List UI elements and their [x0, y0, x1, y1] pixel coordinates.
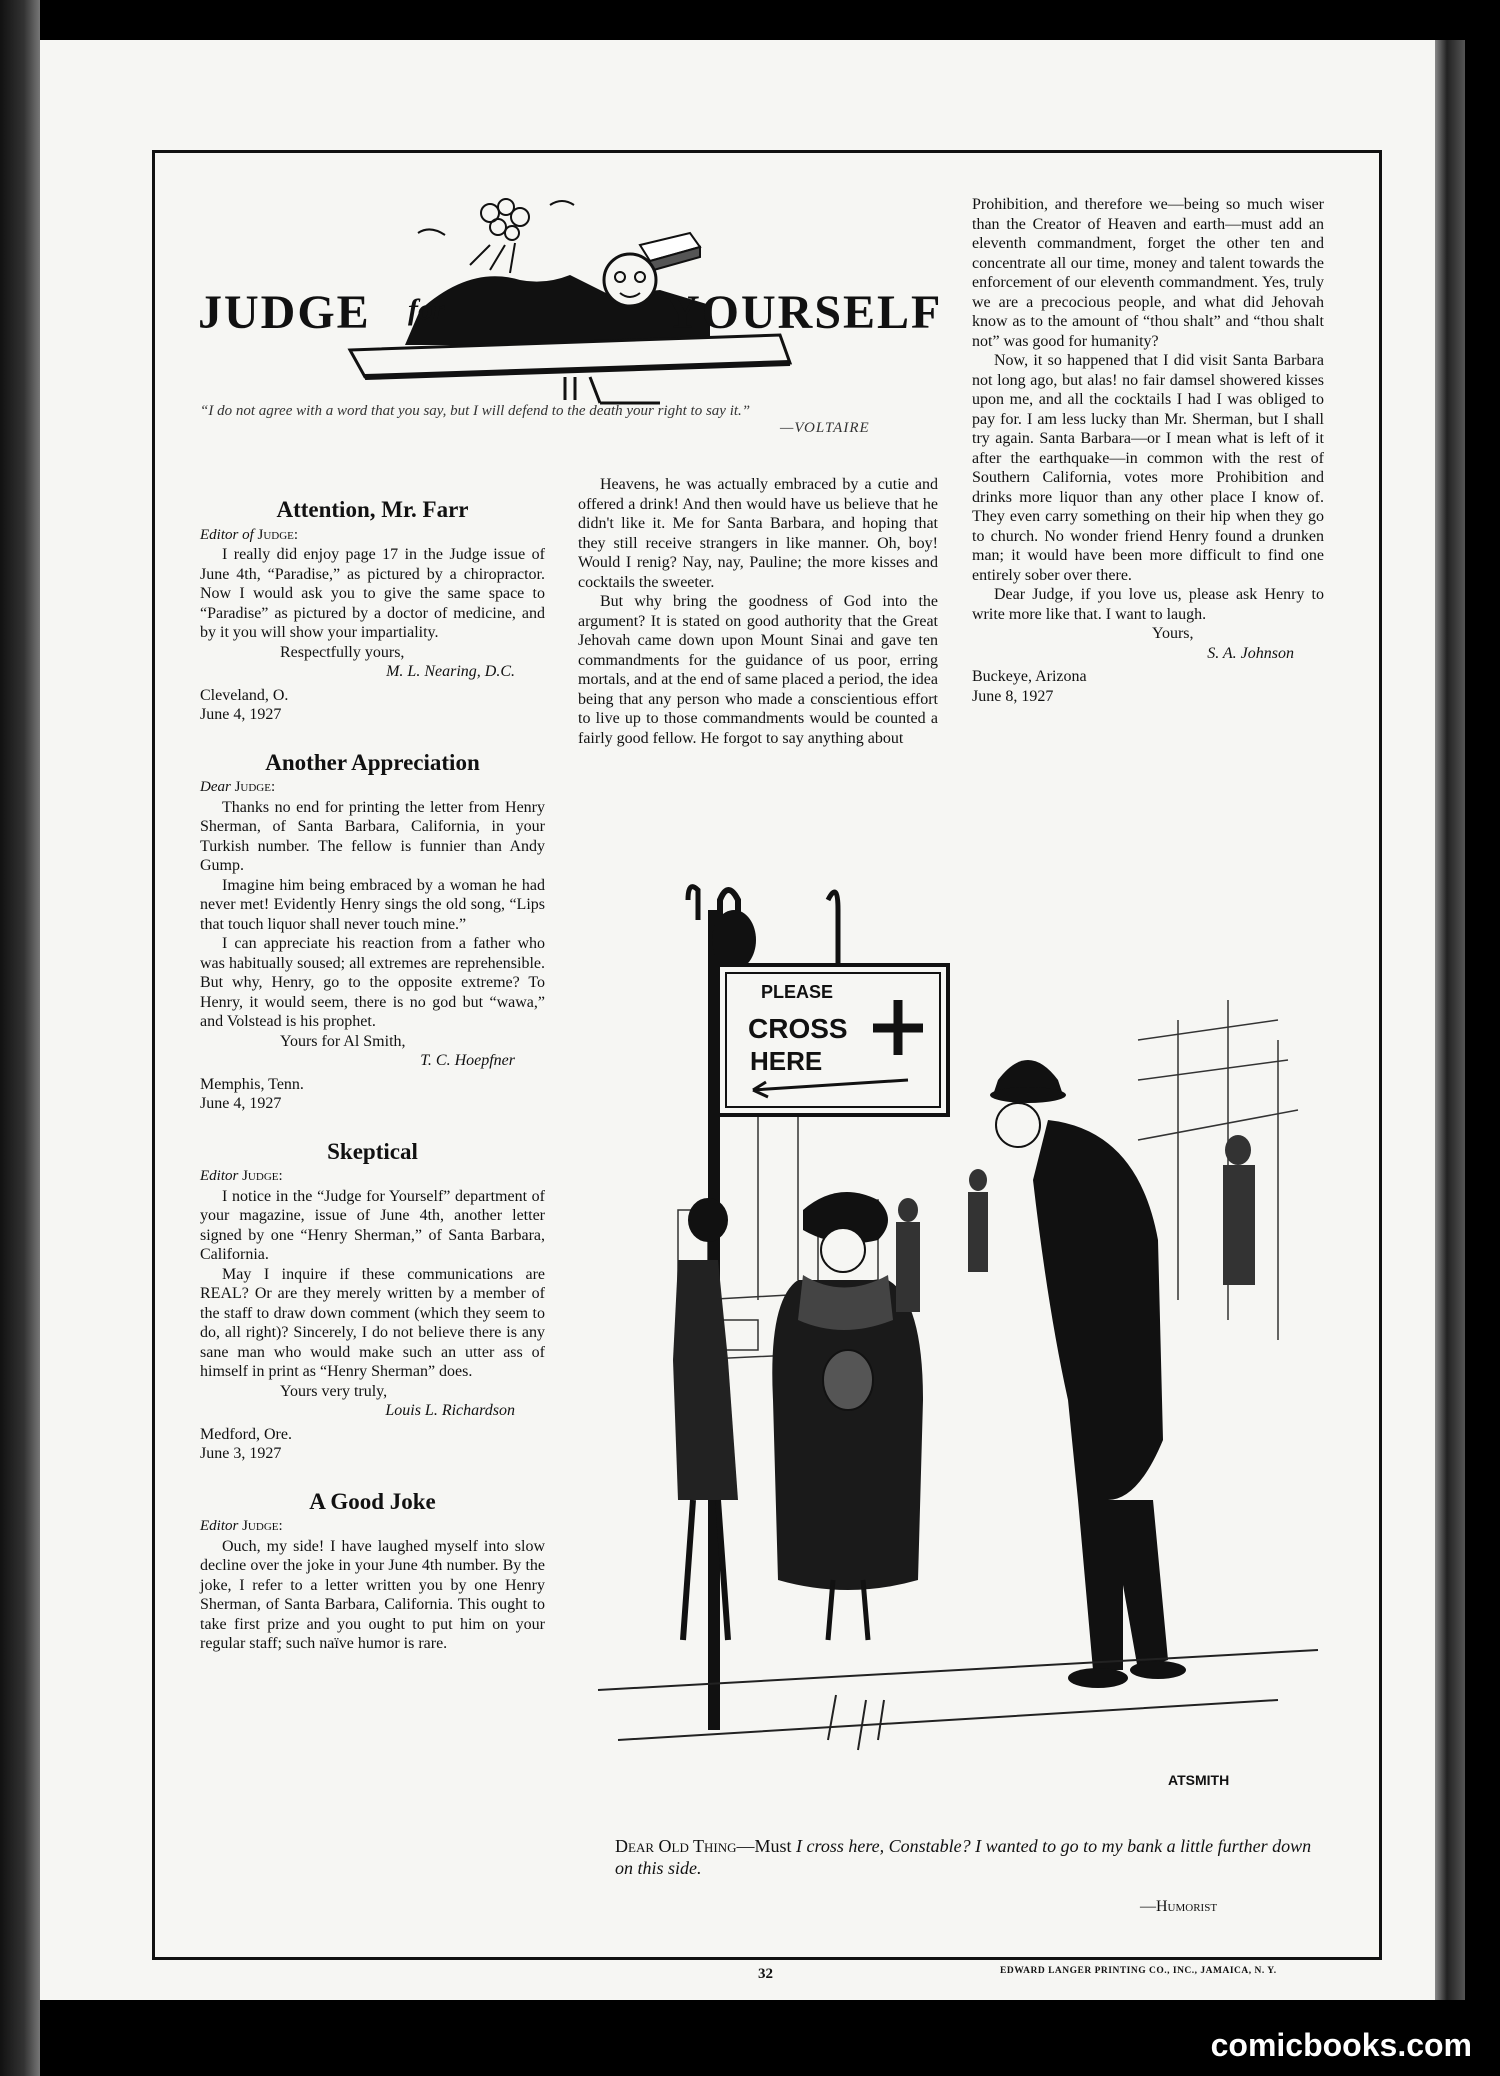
letter-farr	[200, 497, 545, 725]
letter-closing: Yours,	[1152, 625, 1194, 642]
letter-paragraph: I notice in the “Judge for Yourself” department of your magazine, issue of June 4th, another letter signed by one “Henry Sherman,” of Santa Barbara, California.	[200, 1187, 545, 1263]
letter-paragraph: Imagine him being embraced by a woman he had never met! Evidently Henry sings the old song, “Lips that touch liquor shall never touch mine.”	[200, 876, 545, 933]
letter-paragraph: Prohibition, and therefore we—being so much wiser than the Creator of Heaven and earth—must add an eleventh commandment, forget the other ten and concentrate all our time, money and talent towards the enforcement of our eleventh commandment. Yes, truly we are a precocious people, and what did Jehovah know as to the amount of “thou shalt” and “thou shalt not” was good for humanity?	[972, 196, 1324, 350]
watermark: comicbooks.com	[1210, 2027, 1472, 2063]
salutation: Editor Judge:	[200, 1518, 283, 1534]
left-column	[200, 497, 545, 1682]
letter-skeptical	[200, 1138, 545, 1464]
letter-paragraph: Now, it so happened that I did visit Santa Barbara not long ago, but alas! no fair damsel showered kisses upon me, and all the cocktails I had I was obliged to pay for. I am less lucky than Mr. Sherman, but I shall try again. Santa Barbara—or I mean what is left of it after the earthquake—in common with the rest of Southern California, votes more Prohibition and drinks more liquor than any other place I know of. They even carry something on their hip when they go to church. No wonder friend Henry found a drunken man; it would have been more difficult to find one entirely sober over there.	[972, 352, 1324, 584]
letter-place: Cleveland, O.	[200, 686, 289, 704]
title-judge: JUDGE	[198, 286, 371, 339]
letter-date: June 4, 1927	[200, 1095, 282, 1112]
letter-place: Memphis, Tenn.	[200, 1075, 304, 1093]
letter-signature: M. L. Nearing, D.C.	[386, 663, 515, 680]
caption-source: —Humorist	[1140, 1898, 1218, 1915]
letter-paragraph: May I inquire if these communications are REAL? Or are they merely written by a member of the staff to draw down comment (which they seem to do, all right)? Sincerely, I do not believe there is any sane man who would make such an utter ass of himself in print as “Henry Sherman” does.	[200, 1265, 545, 1380]
letter-closing: Respectfully yours,	[280, 643, 405, 661]
letter-paragraph: But why bring the goodness of God into the argument? It is stated on good authority that the Great Jehovah came down upon Mount Sinai and gave ten commandments for the guidance of us poor, erring mortals, and at the end of same placed a period, the idea being that any person who made a conscientious effort to live up to those commandments would be counted a fairly good fellow. He forgot to say anything about	[578, 593, 938, 747]
letter-paragraph: Dear Judge, if you love us, please ask Henry to write more like that. I want to laugh.	[972, 586, 1324, 623]
cartoon-caption: Dear Old Thing—Must I cross here, Constable? I wanted to go to my bank a little further down on this side.	[615, 1836, 1312, 1878]
salutation: Dear Judge:	[200, 779, 276, 795]
letter-paragraph: Thanks no end for printing the letter from Henry Sherman, of Santa Barbara, California, in your Turkish number. The fellow is funnier than Andy Gump.	[200, 798, 545, 874]
letter-paragraph: Heavens, he was actually embraced by a cutie and offered a drink! And then would have us believe that he didn't like it. Me for Santa Barbara, and hoping that they still receive strangers in like manner. Oh, boy! Would I renig? Nay, nay, Pauline; the more kisses and cocktails the sweeter.	[578, 476, 938, 591]
letter-place: Buckeye, Arizona	[972, 668, 1087, 685]
letter-headline: Skeptical	[327, 1138, 418, 1164]
voltaire-quote: “I do not agree with a word that you say, but I will defend to the death your right to say it.”	[200, 403, 751, 419]
letter-signature: Louis L. Richardson	[385, 1402, 515, 1419]
letter-signature: T. C. Hoepfner	[420, 1052, 515, 1069]
letter-joke	[200, 1488, 545, 1654]
page-number: 32	[758, 1966, 773, 1982]
middle-column	[578, 475, 938, 748]
cartoon-illustration	[578, 880, 1338, 1840]
letter-paragraph: Ouch, my side! I have laughed myself into slow decline over the joke in your June 4th number. By the joke, I refer to a letter written you by one Henry Sherman, of Santa Barbara, California. This ought to take first prize and you ought to put him on your regular staff; such naïve humor is rare.	[200, 1537, 545, 1652]
letter-headline: A Good Joke	[309, 1488, 436, 1514]
letter-paragraph: I can appreciate his reaction from a father who was habitually soused; all extremes are reprehensible. But why, Henry, go to the opposite extreme? To Henry, it would seem, there is no god but “wawa,” and Volstead is his prophet.	[200, 935, 545, 1030]
title-yourself: YOURSELF	[665, 286, 943, 339]
quote-author: —VOLTAIRE	[780, 420, 870, 436]
letter-date: June 3, 1927	[200, 1445, 282, 1462]
right-column	[972, 195, 1324, 706]
artist-signature: ATSMITH	[1168, 1772, 1230, 1788]
title-for: for	[408, 293, 445, 326]
letter-headline: Attention, Mr. Farr	[276, 497, 469, 522]
letter-signature: S. A. Johnson	[1207, 644, 1294, 662]
letter-date: June 8, 1927	[972, 687, 1054, 705]
sign-text-please: PLEASE	[761, 982, 834, 1002]
sign-text-here: HERE	[750, 1046, 823, 1076]
letter-closing: Yours for Al Smith,	[280, 1032, 406, 1050]
salutation: Editor Judge:	[200, 1168, 283, 1184]
letter-place: Medford, Ore.	[200, 1425, 292, 1443]
letter-date: June 4, 1927	[200, 706, 282, 723]
binding-edge	[1435, 40, 1465, 2000]
letter-headline: Another Appreciation	[265, 749, 480, 775]
masthead	[190, 185, 950, 415]
printer-credit: EDWARD LANGER PRINTING CO., INC., JAMAICA, N. Y.	[1000, 1966, 1277, 1976]
street-scene-drawing	[578, 880, 1338, 1840]
scan-edge	[0, 0, 40, 2076]
letter-appreciation	[200, 749, 545, 1114]
salutation: Editor of Judge:	[200, 526, 299, 543]
sign-text-cross: CROSS	[748, 1013, 848, 1044]
letter-body: I really did enjoy page 17 in the Judge issue of June 4th, “Paradise,” as pictured by a chiropractor. Now I would ask you to give the same space to “Paradise” as pictured by a doctor of medicine, and by it you will show your impartiality.	[200, 546, 545, 641]
letter-closing: Yours very truly,	[280, 1382, 388, 1400]
